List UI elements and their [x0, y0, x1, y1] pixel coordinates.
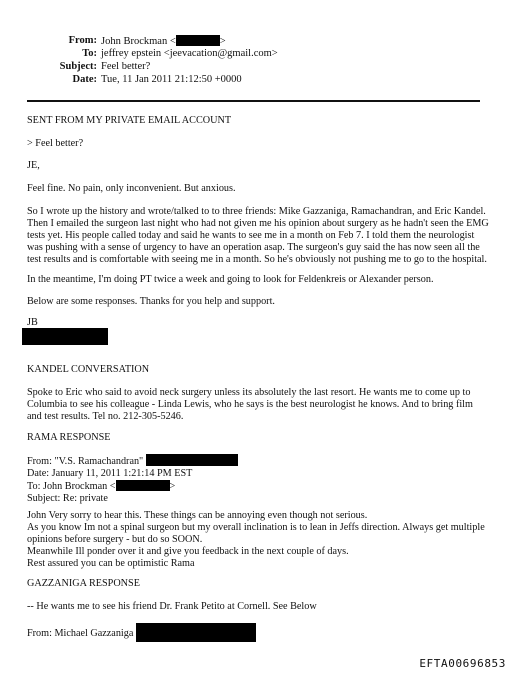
paragraph-line: Meanwhile Ill ponder over it and give you feedback in the next couple of days. [27, 546, 349, 557]
to-label: To: [82, 48, 97, 59]
rama-from-line [27, 454, 489, 468]
rama-headers [27, 454, 489, 505]
private-notice: SENT FROM MY PRIVATE EMAIL ACCOUNT [27, 115, 232, 126]
kandel-paragraph [27, 387, 489, 423]
paragraph-2 [27, 206, 489, 266]
subject-value: Feel better? [101, 61, 151, 72]
paragraph-line: Spoke to Eric who said to avoid neck surgery unless its absolutely the last resort. He wants me to come up to [27, 387, 471, 398]
rama-heading: RAMA RESPONSE [27, 432, 111, 443]
gazzaniga-from-line [27, 623, 489, 642]
rama-to-line [27, 480, 489, 493]
date-value: Tue, 11 Jan 2011 21:12:50 +0000 [101, 74, 242, 85]
gazzaniga-line: -- He wants me to see his friend Dr. Frank Petito at Cornell. See Below [27, 601, 317, 612]
gazzaniga-heading: GAZZANIGA RESPONSE [27, 578, 140, 589]
quoted-subject: > Feel better? [27, 138, 84, 149]
paragraph-line: was pushing with a sense of urgency to have an operation asap. The surgeon's guy said the has now seen all the [27, 242, 480, 253]
from-value [101, 35, 226, 48]
redaction-box [116, 480, 170, 491]
rama-from: From: "V.S. Ramachandran" [27, 456, 144, 467]
paragraph-line: Rest assured you can be optimistic Rama [27, 558, 195, 569]
redaction-box [146, 454, 238, 466]
date-label: Date: [72, 74, 97, 85]
redaction-box [136, 623, 256, 642]
rama-subject-line: Subject: Re: private [27, 493, 108, 504]
signature: JB [27, 317, 38, 328]
to-value: jeffrey epstein <jeevacation@gmail.com> [101, 48, 278, 59]
document-id: EFTA00696853 [419, 657, 506, 670]
kandel-heading: KANDEL CONVERSATION [27, 364, 150, 375]
greeting: JE, [27, 160, 40, 171]
rama-to-close: > [169, 481, 176, 492]
paragraph-line: tests yet. His people called today and said he wants to see me in a month on Feb 7. I told them the neurologist [27, 230, 475, 241]
rama-to: To: John Brockman < [27, 481, 116, 492]
paragraph-line: test results and is comfortable with seeing me in a month. So he's obviously not pushing me to go to the hospital. [27, 254, 487, 265]
rama-date-line: Date: January 11, 2011 1:21:14 PM EST [27, 468, 193, 479]
paragraph-line: So I wrote up the history and wrote/talked to to three friends: Mike Gazzaniga, Ramachandran, and Eric Kandel. [27, 206, 486, 217]
gazzaniga-from: From: Michael Gazzaniga [27, 628, 134, 639]
paragraph-1: Feel fine. No pain, only inconvenient. But anxious. [27, 183, 236, 194]
paragraph-line: Columbia to see his colleague - Linda Lewis, who he says is the best neurologist he knows. And to bring film [27, 399, 473, 410]
from-name: John Brockman < [101, 36, 176, 47]
paragraph-line: Then I emailed the surgeon last night who had not given me his opinion about surgery as he hadn't seen the EMG [27, 218, 489, 229]
paragraph-line: and test results. Tel no. 212-305-5246. [27, 411, 184, 422]
paragraph-3: In the meantime, I'm doing PT twice a week and going to look for Feldenkreis or Alexander person. [27, 274, 434, 285]
paragraph-line: John Very sorry to hear this. These things can be annoying even though not serious. [27, 510, 368, 521]
subject-label: Subject: [59, 61, 97, 72]
from-close: > [219, 36, 226, 47]
paragraph-4: Below are some responses. Thanks for you help and support. [27, 296, 275, 307]
rama-paragraph [27, 510, 489, 570]
paragraph-line: opinions before surgery - but do so SOON. [27, 534, 203, 545]
header-divider [27, 100, 480, 102]
redaction-box [22, 328, 108, 345]
redaction-box [176, 35, 220, 46]
from-label: From: [68, 35, 97, 46]
paragraph-line: As you know Im not a spinal surgeon but my overall inclination is to lean in Jeffs direction. Always get multiple [27, 522, 485, 533]
